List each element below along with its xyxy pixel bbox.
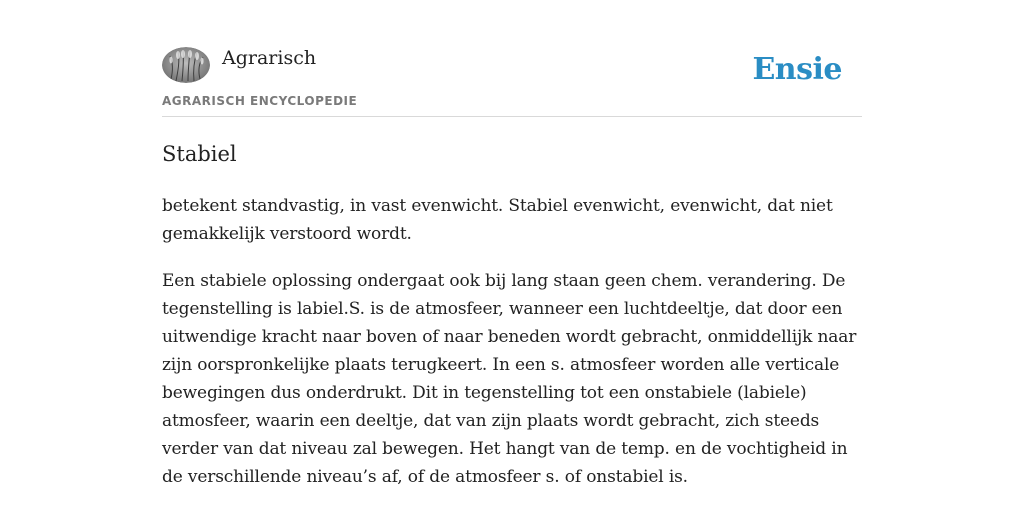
article-paragraph: Een stabiele oplossing ondergaat ook bij lang staan geen chem. verandering. De tegenstelling is labiel.S. is de atmosfeer, wanneer een luchtdeeltje, dat door een uitwendige kracht naar boven of naar beneden wordt gebracht, onmiddellijk naar zijn oorspronkelijke plaats terugkeert. In een s. atmosfeer worden alle verticale bewegingen dus onderdrukt. Dit in tegenstelling tot een onstabiele (labiele) atmosfeer, waarin een deeltje, dat van zijn plaats wordt gebracht, zich steeds verder van dat niveau zal bewegen. Het hangt van de temp. en de vochtigheid in de verschillende niveau’s af, of de atmosfeer s. of onstabiel is. bbox=[162, 271, 857, 487]
wheat-icon[interactable] bbox=[162, 47, 210, 83]
article-body bbox=[162, 192, 872, 510]
page-title: Stabiel bbox=[162, 142, 237, 166]
site-subtitle[interactable]: AGRARISCH ENCYCLOPEDIE bbox=[162, 94, 358, 108]
ensie-logo[interactable]: Ensie bbox=[752, 52, 842, 87]
site-name[interactable]: Agrarisch bbox=[222, 47, 317, 69]
article-paragraph: betekent standvastig, in vast evenwicht. Stabiel evenwicht, evenwicht, dat niet gemakkelijk verstoord wordt. bbox=[162, 196, 833, 244]
site-header bbox=[162, 44, 862, 117]
